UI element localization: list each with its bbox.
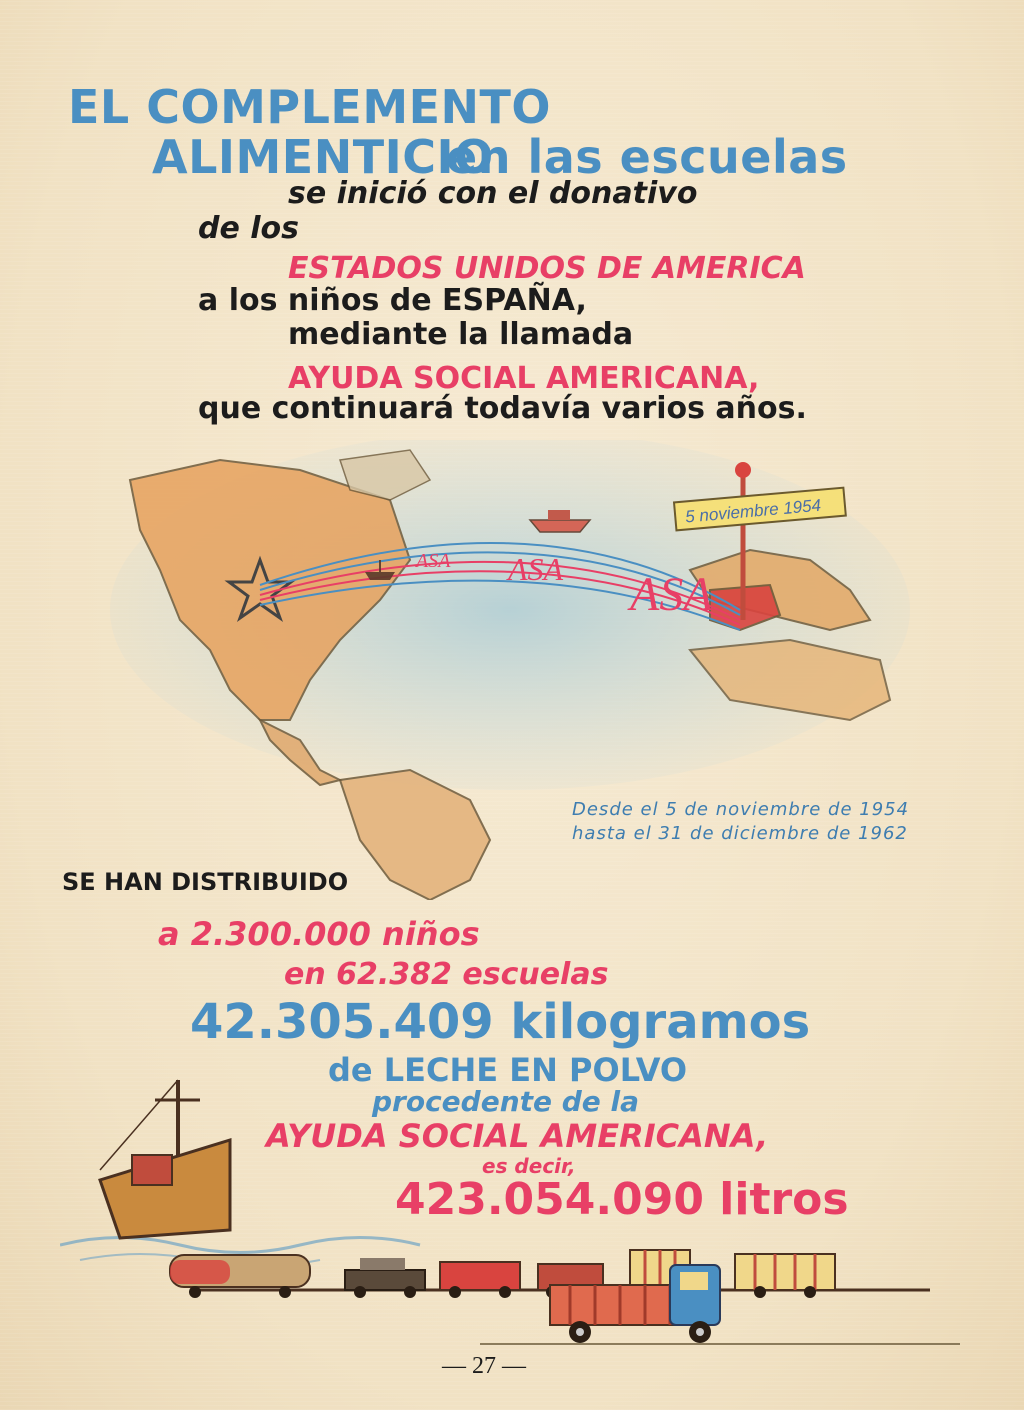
stats-heading: SE HAN DISTRIBUIDO <box>62 868 349 896</box>
tank-car-icon <box>170 1255 310 1287</box>
cage-car-icon-2 <box>735 1254 835 1290</box>
stats-program: AYUDA SOCIAL AMERICANA, <box>266 1117 769 1155</box>
signpost-top <box>735 462 751 478</box>
signpost-text: 5 noviembre 1954 <box>684 495 822 527</box>
water-waves <box>60 1238 420 1253</box>
cargo-ship-icon <box>100 1080 230 1238</box>
arc-label-1: ASA <box>416 550 451 572</box>
period-caption <box>572 798 909 846</box>
stats-product: de LECHE EN POLVO <box>328 1051 688 1089</box>
intro-line-3: se inició con el donativo <box>288 176 698 211</box>
intro-line-2b: en las escuelas <box>446 130 848 184</box>
train-wheels <box>189 1286 816 1298</box>
intro-line-5: ESTADOS UNIDOS DE AMERICA <box>288 251 806 286</box>
page-number: — 27 — <box>442 1353 526 1379</box>
stats-es-decir: es decir, <box>482 1154 576 1178</box>
stats-schools: en 62.382 escuelas <box>284 957 609 992</box>
intro-line-7: mediante la llamada <box>288 317 634 352</box>
stats-kilograms: 42.305.409 kilogramos <box>190 994 811 1050</box>
flat-car-icon <box>345 1258 425 1290</box>
intro-line-4: de los <box>198 211 300 246</box>
arc-label-2: ASA <box>508 551 564 587</box>
stats-liters: 423.054.090 litros <box>395 1174 849 1225</box>
period-line-2: hasta el 31 de diciembre de 1962 <box>572 823 908 844</box>
intro-line-6: a los niños de ESPAÑA, <box>198 283 587 318</box>
arc-label-3: ASA <box>630 568 713 621</box>
intro-line-1: EL COMPLEMENTO <box>68 80 552 134</box>
south-america-shape <box>340 770 490 900</box>
intro-line-2a: ALIMENTICIO <box>152 130 494 184</box>
intro-line-8: AYUDA SOCIAL AMERICANA, <box>288 361 760 396</box>
stats-children: a 2.300.000 niños <box>158 915 480 953</box>
stats-origin: procedente de la <box>372 1085 640 1118</box>
period-line-1: Desde el 5 de noviembre de 1954 <box>572 799 910 820</box>
transport-illustration <box>60 1060 960 1360</box>
boxcar-icon-1 <box>440 1262 520 1290</box>
intro-line-9: que continuará todavía varios años. <box>198 391 807 426</box>
